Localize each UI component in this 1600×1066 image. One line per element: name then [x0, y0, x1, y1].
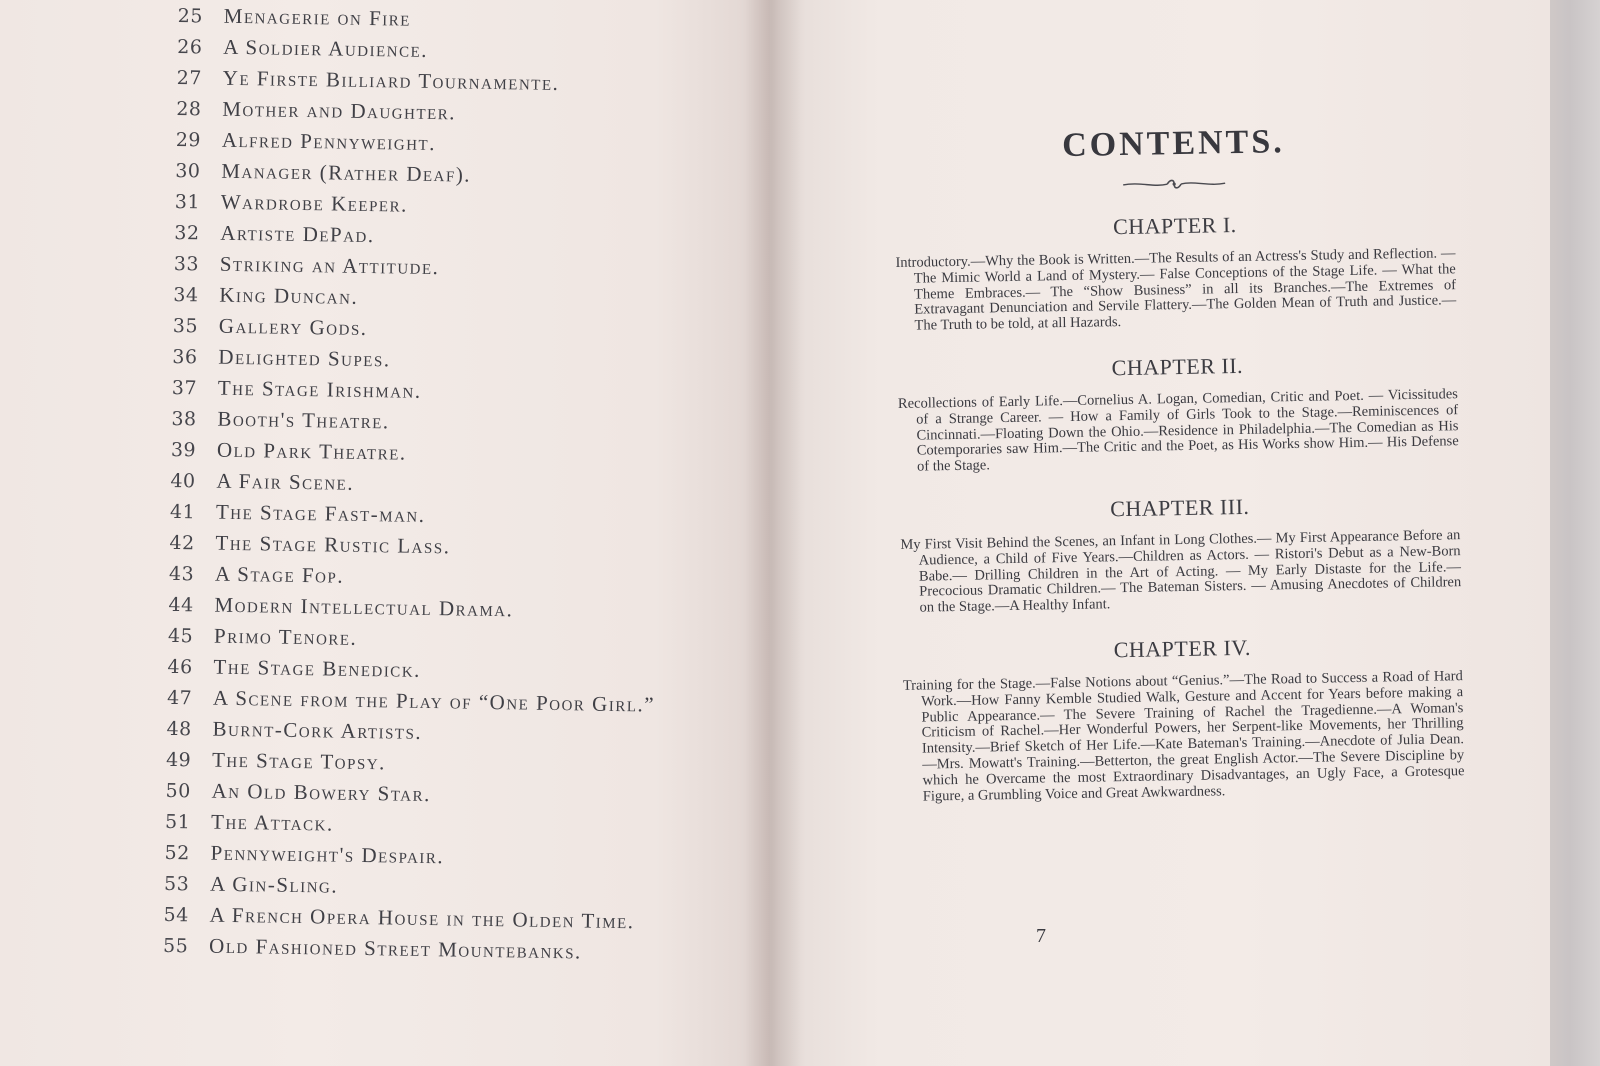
illustration-title: An Old Bowery Star. — [211, 778, 432, 807]
illustration-title: Manager (Rather Deaf). — [221, 158, 472, 187]
illustration-title: Old Park Theatre. — [216, 437, 407, 465]
illustration-number: 26 — [177, 35, 203, 59]
illustration-title: Booth's Theatre. — [217, 406, 390, 434]
illustration-title: Primo Tenore. — [213, 623, 358, 650]
illustration-title: A Fair Scene. — [216, 468, 355, 495]
illustration-number: 27 — [176, 66, 203, 90]
chapter-4 — [902, 631, 1465, 805]
illustration-title: The Stage Rustic Lass. — [215, 530, 451, 559]
illustration-title: Wardrobe Keeper. — [220, 189, 409, 217]
illustration-number: 42 — [169, 531, 195, 555]
illustration-number: 29 — [175, 128, 202, 152]
illustration-number: 51 — [164, 810, 191, 834]
illustration-number: 25 — [177, 4, 204, 28]
ornament-divider-icon — [1119, 176, 1229, 192]
illustration-number: 34 — [173, 283, 199, 307]
illustration-title: Burnt-Cork Artists. — [212, 716, 423, 744]
illustration-title: Gallery Gods. — [218, 313, 368, 341]
illustration-number: 55 — [162, 934, 189, 958]
illustration-title: A French Opera House in the Olden Time. — [209, 902, 635, 934]
illustration-title: Ye Firste Billiard Tournamente. — [222, 65, 560, 95]
illustration-title: Artiste DePad. — [220, 220, 375, 248]
illustration-title: The Stage Topsy. — [211, 747, 387, 775]
chapter-heading: CHAPTER III. — [1109, 493, 1250, 522]
contents-section — [893, 110, 1465, 829]
illustration-title: Striking an Attitude. — [219, 251, 440, 280]
illustration-title: Alfred Pennyweight. — [221, 127, 437, 156]
illustration-number: 36 — [172, 345, 198, 369]
illustration-number: 53 — [163, 872, 190, 896]
page-number: 7 — [1036, 925, 1046, 947]
illustration-title: Menagerie on Fire — [223, 3, 412, 31]
illustrations-list — [163, 0, 738, 970]
illustration-title: Modern Intellectual Drama. — [214, 592, 514, 622]
chapter-heading: CHAPTER IV. — [1113, 634, 1252, 663]
illustration-title: The Stage Fast-man. — [215, 499, 426, 527]
chapter-summary: Recollections of Early Life.—Cornelius A. Logan, Comedian, Critic and Poet. — Vicissitudes of a Strange Career. — How a Family of Girls Took to the Stage.—Reminiscences of Cincinnati.—Floating Down the Ohio.—Residence in Philadelphia.—The Comedian as His Cotemporaries saw Him.—The Critic and the Poet, as His Works show Him.— His Defense of the Stage. — [897, 386, 1459, 475]
illustration-number: 32 — [174, 221, 200, 245]
contents-title: CONTENTS. — [1061, 123, 1286, 165]
illustration-title: A Soldier Audience. — [223, 34, 429, 62]
illustration-number: 33 — [173, 252, 200, 276]
illustration-title: The Stage Benedick. — [213, 654, 422, 682]
illustration-title: The Attack. — [210, 809, 334, 836]
illustration-number: 35 — [172, 314, 199, 338]
illustration-number: 40 — [170, 469, 196, 493]
illustration-number: 46 — [167, 655, 193, 679]
chapter-3 — [900, 490, 1462, 617]
illustration-number: 44 — [168, 593, 194, 617]
page-edge — [1550, 0, 1600, 1066]
illustration-title: King Duncan. — [219, 282, 359, 309]
illustration-title: Mother and Daughter. — [222, 96, 457, 125]
chapter-heading: CHAPTER II. — [1111, 352, 1244, 381]
illustration-number: 43 — [168, 562, 195, 586]
illustration-number: 50 — [165, 779, 191, 803]
illustration-number: 30 — [175, 159, 201, 183]
illustration-number: 47 — [166, 686, 193, 710]
illustration-number: 31 — [174, 190, 201, 214]
chapter-heading: CHAPTER I. — [1112, 212, 1237, 240]
illustration-title: The Stage Irishman. — [217, 375, 422, 403]
illustration-title: Delighted Supes. — [218, 344, 391, 372]
chapter-summary: Introductory.—Why the Book is Written.—The Results of an Actress's Study and Reflection. — The Mimic World a Land of Mystery.— False Conceptions of the Stage Life. — What the Theme Embraces.— The “Show Business” in all its Branches.—The Extremes of Extravagant Denunciation and Servile Flattery.—The Golden Mean of Truth and Justice.—The Truth to be told, at all Hazards. — [895, 245, 1457, 334]
chapter-2 — [897, 349, 1459, 476]
illustration-number: 48 — [166, 717, 192, 741]
illustration-title: A Gin-Sling. — [209, 871, 339, 898]
illustration-title: A Scene from the Play of “One Poor Girl.” — [212, 685, 656, 717]
chapter-summary: My First Visit Behind the Scenes, an Infant in Long Clothes.— My First Appearance Before an Audience, a Child of Five Years.—Children as Actors. — Ristori's Debut as a New-Born Babe.— Drilling Children in the Art of Acting. — My Early Distaste for the Life.— Precocious Dramatic Children.— The Bateman Sisters. — Amusing Anecdotes of Children on the Stage.—A Healthy Infant. — [900, 527, 1462, 616]
illustration-number: 49 — [165, 748, 192, 772]
illustration-number: 54 — [163, 903, 189, 927]
illustration-number: 38 — [171, 407, 197, 431]
left-page — [0, 0, 770, 1066]
chapter-1 — [895, 208, 1457, 335]
illustration-number: 41 — [169, 500, 196, 524]
illustration-title: A Stage Fop. — [214, 561, 345, 588]
illustration-number: 52 — [164, 841, 190, 865]
illustration-title: Pennyweight's Despair. — [210, 840, 445, 869]
illustration-title: Old Fashioned Street Mountebanks. — [208, 933, 582, 964]
illustration-number: 39 — [170, 438, 197, 462]
chapter-summary: Training for the Stage.—False Notions about “Genius.”—The Road to Success a Road of Hard Work.—How Fanny Kemble Studied Walk, Gesture and Accent for Years before making a Public Appearance.— The Severe Training of Rachel the Tragedienne.—A Woman's Criticism of Rachel.—Her Wonderful Powers, her Serpent-like Movements, her Thrilling Intensity.—Brief Sketch of Her Life.—Kate Bateman's Training.—Anecdote of Julia Dean.—Mrs. Mowatt's Training.—Betterton, the great English Actor.—The Severe Discipline by which he Overcame the most Extraordinary Disadvantages, an Ugly Face, a Grotesque Figure, a Grumbling Voice and Great Awkwardness. — [902, 668, 1465, 805]
illustration-number: 45 — [167, 624, 194, 648]
illustration-number: 37 — [171, 376, 198, 400]
illustration-number: 28 — [176, 97, 202, 121]
